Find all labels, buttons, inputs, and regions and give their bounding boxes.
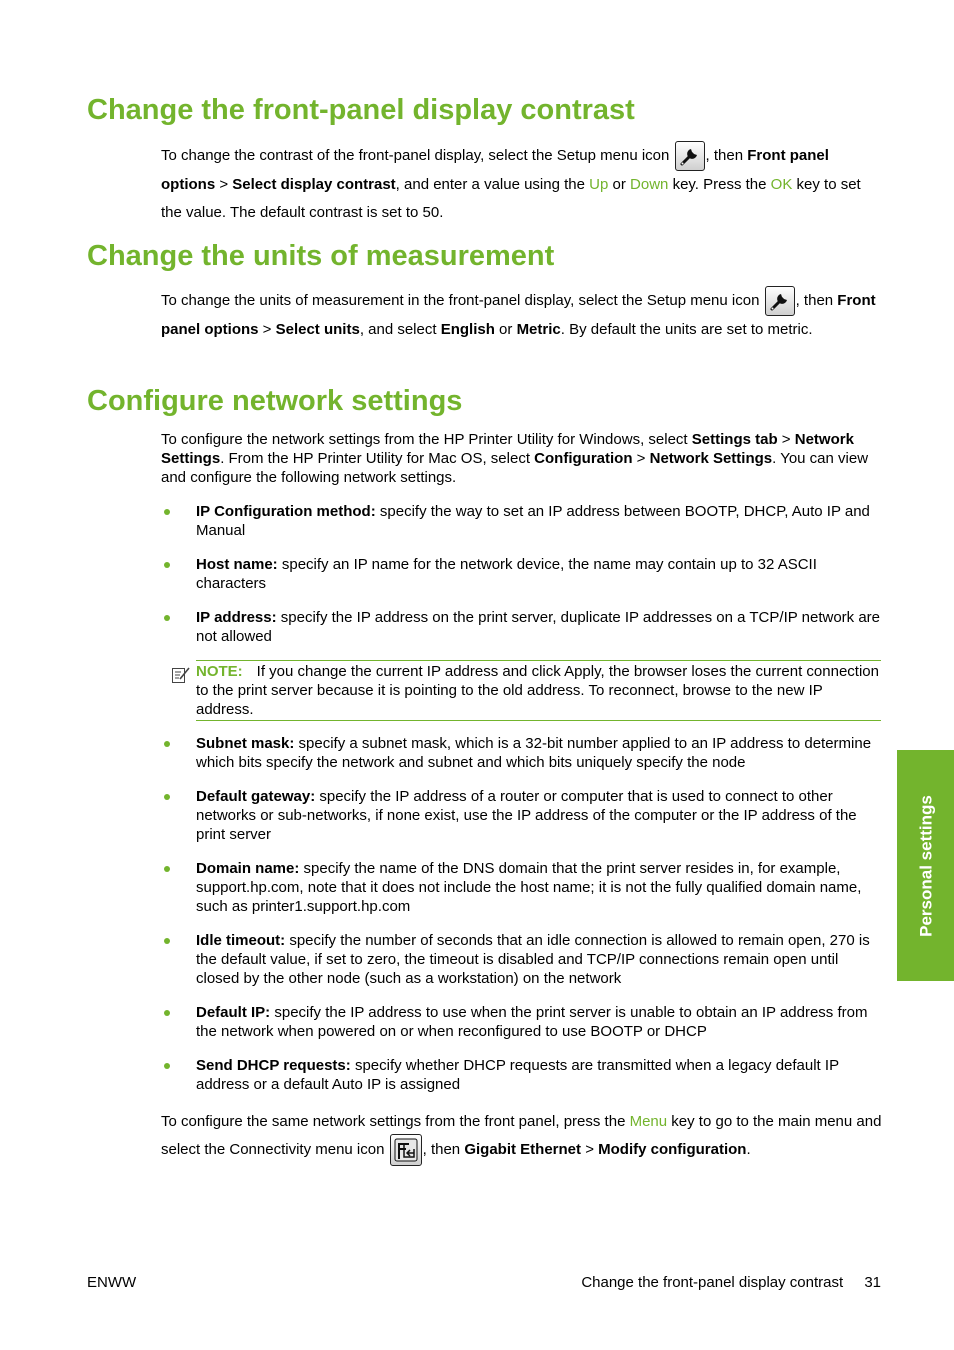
paragraph-network-intro: To configure the network settings from the HP Printer Utility for Windows, select Settings tab > Network Settings. From the HP Printer Utility for Mac OS, select Configuration > Network Settings. You can view and configure the following network settings. bbox=[161, 431, 869, 486]
footer-left: ENWW bbox=[87, 1274, 137, 1291]
list-item: IP address: specify the IP address on the print server, duplicate IP addresses on a TCP/IP network are not allowed bbox=[161, 608, 883, 646]
heading-units-of-measurement: Change the units of measurement bbox=[87, 240, 555, 272]
key-ok: OK bbox=[770, 176, 793, 193]
footer-section-title: Change the front-panel display contrast bbox=[581, 1274, 844, 1291]
paragraph-network-outro: To configure the same network settings from the front panel, press the Menu key to go to the main menu and select the Connectivity menu icon , then Gigabit Ethernet > Modify configuration. bbox=[161, 1109, 883, 1166]
footer-right bbox=[581, 1273, 881, 1292]
chapter-side-tab bbox=[897, 750, 954, 981]
setup-menu-icon bbox=[765, 286, 795, 316]
list-item: Domain name: specify the name of the DNS domain that the print server resides in, for example, support.hp.com, note that it does not include the host name; it is not the fully qualified domain name, such as printer1.support.hp.com bbox=[161, 859, 883, 916]
list-item: Default IP: specify the IP address to use when the print server is unable to obtain an IP address from the network when powered on or when reconfigured to use BOOTP or DHCP bbox=[161, 1003, 883, 1041]
connectivity-menu-icon bbox=[390, 1134, 422, 1166]
page-number: 31 bbox=[864, 1274, 881, 1291]
list-item: Idle timeout: specify the number of seconds that an idle connection is allowed to remain open, 270 is the default value, if set to zero, the timeout is disabled and TCP/IP connections remain open until closed by the other node (such as a workstation) on the network bbox=[161, 931, 883, 988]
key-up: Up bbox=[589, 176, 609, 193]
note-box bbox=[196, 660, 881, 721]
key-menu: Menu bbox=[629, 1113, 668, 1130]
list-item: IP Configuration method: specify the way to set an IP address between BOOTP, DHCP, Auto IP and Manual bbox=[161, 502, 883, 540]
list-item: Default gateway: specify the IP address of a router or computer that is used to connect to other networks or sub-networks, if none exist, use the IP address of the computer or the IP address of the print server bbox=[161, 787, 883, 844]
note-text: If you change the current IP address and click Apply, the browser loses the current connection to the print server because it is pointing to the old address. To reconnect, browse to the new IP address. bbox=[196, 663, 879, 718]
setup-menu-icon bbox=[675, 141, 705, 171]
list-item: Send DHCP requests: specify whether DHCP requests are transmitted when a legacy default IP address or a default Auto IP is assigned bbox=[161, 1056, 883, 1094]
note-icon bbox=[171, 665, 191, 690]
heading-network-settings: Configure network settings bbox=[87, 385, 463, 417]
key-down: Down bbox=[630, 176, 669, 193]
paragraph-display-contrast: To change the contrast of the front-panel display, select the Setup menu icon , then Front panel options > Select display contrast, and enter a value using the Up or Down key. Press the OK key to set the value. The default contrast is set to 50. bbox=[161, 141, 883, 227]
paragraph-units: To change the units of measurement in the front-panel display, select the Setup menu icon , then Front panel options > Select units, and select English or Metric. By default the units are set to metric. bbox=[161, 286, 883, 344]
list-item: Subnet mask: specify a subnet mask, which is a 32-bit number applied to an IP address to determine which bits specify the network and subnet and which bits uniquely specify the node bbox=[161, 734, 883, 772]
list-item: Host name: specify an IP name for the network device, the name may contain up to 32 ASCII characters bbox=[161, 555, 883, 593]
heading-display-contrast: Change the front-panel display contrast bbox=[87, 94, 635, 126]
chapter-side-tab-label: Personal settings bbox=[916, 794, 935, 937]
note-label: NOTE: bbox=[196, 663, 243, 680]
